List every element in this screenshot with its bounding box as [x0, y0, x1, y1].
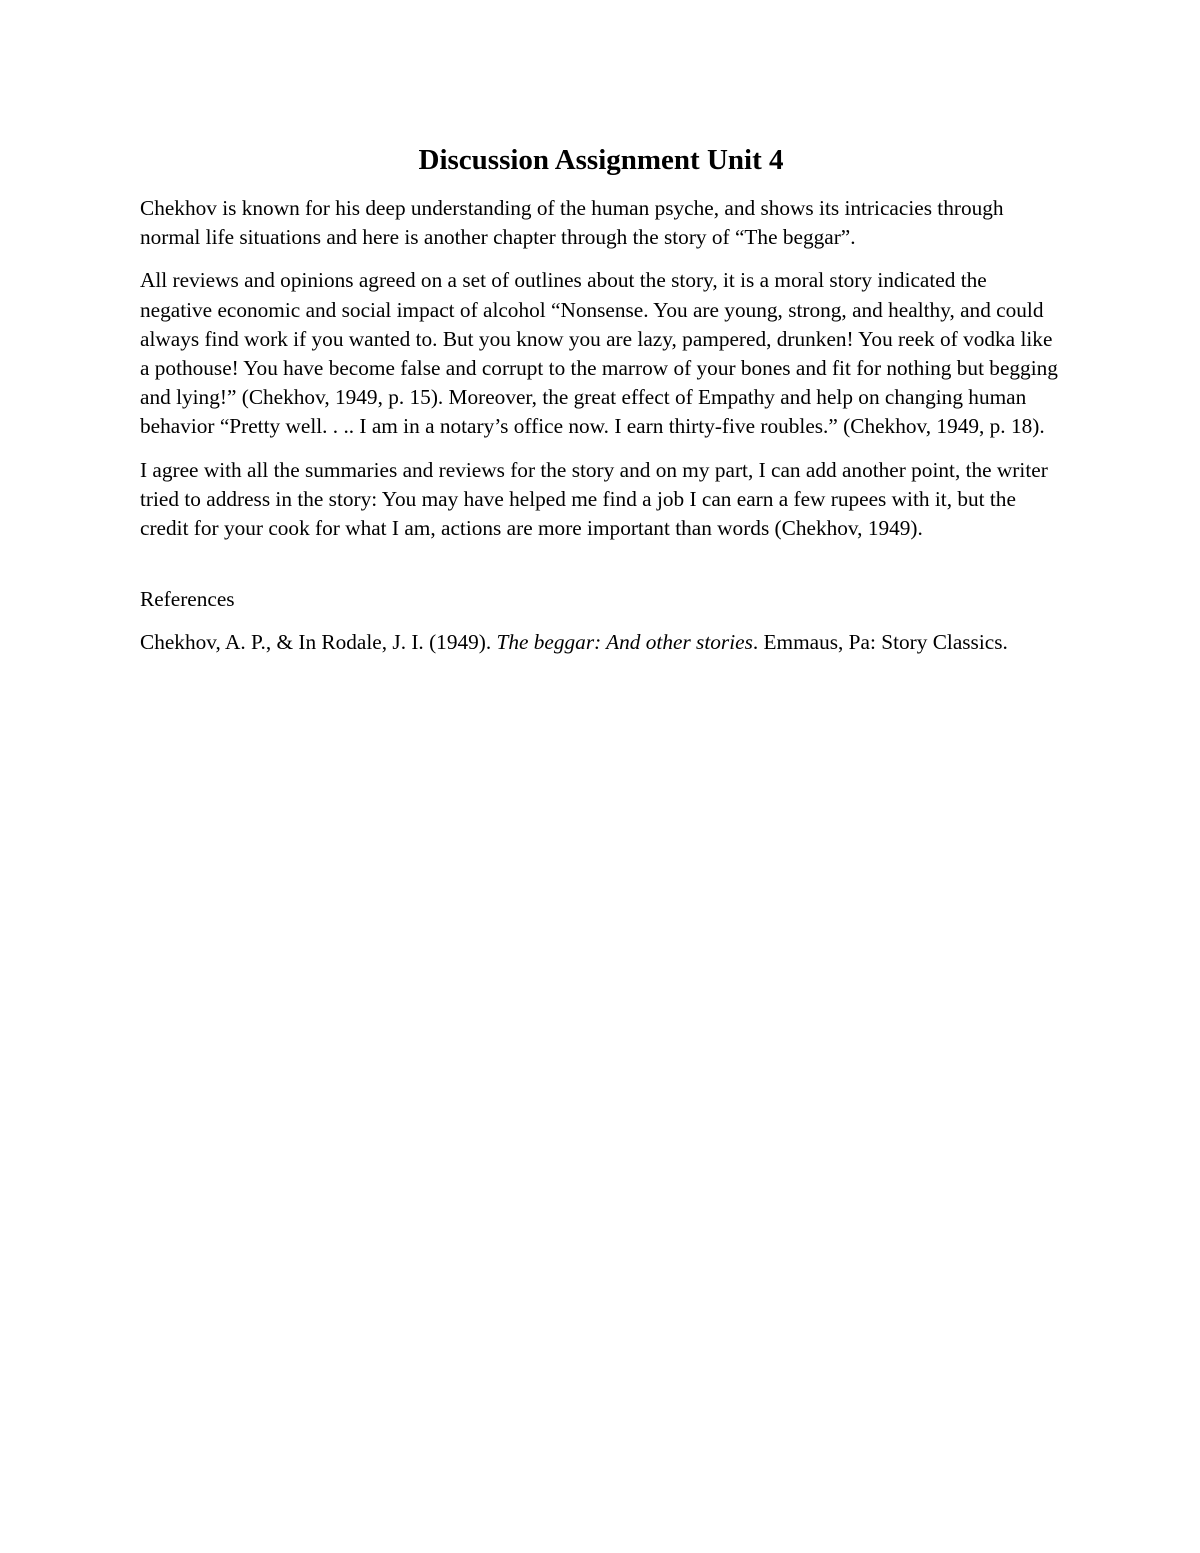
- reference-publisher: . Emmaus, Pa: Story Classics.: [752, 630, 1008, 655]
- paragraph-intro: Chekhov is known for his deep understanding of the human psyche, and shows its intricacies through normal life situations and here is another chapter through the story of “The beggar”.: [140, 196, 1004, 250]
- section-spacer: [140, 557, 1062, 585]
- document-body: [140, 140, 1062, 658]
- reference-authors: Chekhov, A. P., & In Rodale, J. I. (1949).: [140, 630, 497, 655]
- reference-entry: [140, 628, 1062, 657]
- paragraph-reviews: All reviews and opinions agreed on a set of outlines about the story, it is a moral story indicated the negative economic and social impact of alcohol “Nonsense. You are young, strong, and healthy, and could always find work if you wanted to. But you know you are lazy, pampered, drunken! You reek of vodka like a pothouse! You have become false and corrupt to the marrow of your bones and fit for nothing but begging and lying!” (Chekhov, 1949, p. 15). Moreover, the great effect of Empathy and help on changing human behavior “Pretty well. . .. I am in a notary’s office now. I earn thirty-five roubles.” (Chekhov, 1949, p. 18).: [140, 268, 1058, 439]
- references-heading: References: [140, 587, 235, 612]
- reference-book-title: The beggar: And other stories: [496, 630, 753, 655]
- paragraph-opinion: I agree with all the summaries and reviews for the story and on my part, I can add another point, the writer tried to address in the story: You may have helped me find a job I can earn a few rupees with it, but the credit for your cook for what I am, actions are more important than words (Chekhov, 1949).: [140, 457, 1048, 541]
- document-title: Discussion Assignment Unit 4: [418, 144, 784, 176]
